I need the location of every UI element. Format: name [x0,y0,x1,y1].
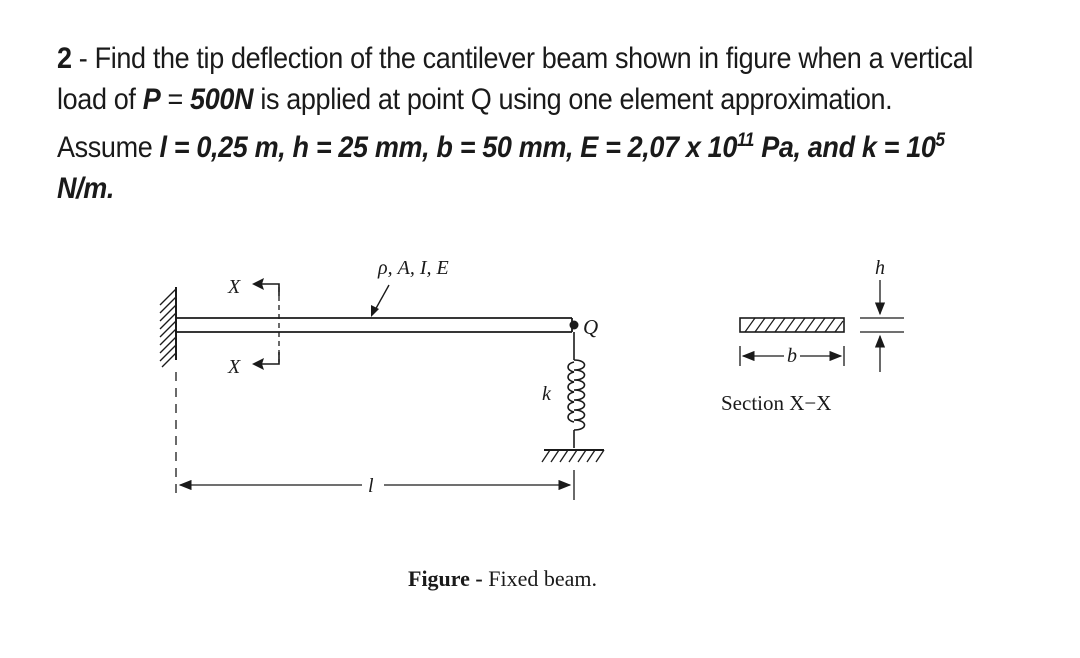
problem-text-b: is applied at point Q using one element approximation. Assume [57,83,893,164]
spring [568,332,585,448]
height-dimension [860,280,904,372]
stiffness-exponent: 5 [935,130,945,151]
section-cut-markers [227,276,279,378]
point-q-label: Q [583,315,599,339]
equals: = [160,83,191,116]
spring-ground [542,450,604,462]
modulus-symbol: E [580,131,598,164]
fixed-wall [160,287,176,500]
section-caption: Section X−X [721,391,832,415]
length-value: = 0,25 m, [166,131,293,164]
spring-label: k [542,383,551,405]
figure-caption [408,566,597,592]
width-label: b [787,345,797,367]
point-q-marker [570,321,579,330]
length-label: l [368,475,374,497]
problem-dash: - [71,42,95,75]
section-mark-bottom: X [228,356,241,378]
stiffness-value: Pa, and k = 10 [754,131,936,164]
problem-text-a: Find the tip deflection of the cantilever beam shown in figure when a vertical load of [57,42,974,116]
figure-caption-text: Fixed beam. [482,566,598,591]
height-label: h [875,257,885,279]
modulus-exponent: 11 [737,130,755,151]
modulus-value: = 2,07 x 10 [597,131,738,164]
problem-number: 2 [57,42,72,75]
width-value: = 50 mm, [452,131,581,164]
height-value: = 25 mm, [308,131,437,164]
height-symbol: h [292,131,309,164]
cross-section [740,318,844,332]
beam-properties-label: ρ, A, I, E [378,257,449,279]
figure-caption-bold: Figure - [408,566,483,591]
length-dimension [180,470,574,500]
length-symbol: l [159,131,167,164]
cantilever-beam [176,318,572,332]
section-mark-top: X [228,276,241,298]
load-value: 500N [190,83,254,116]
width-symbol: b [436,131,453,164]
stiffness-unit: N/m. [57,172,115,205]
load-symbol: P [142,83,161,116]
property-pointer-arrow [371,285,389,317]
